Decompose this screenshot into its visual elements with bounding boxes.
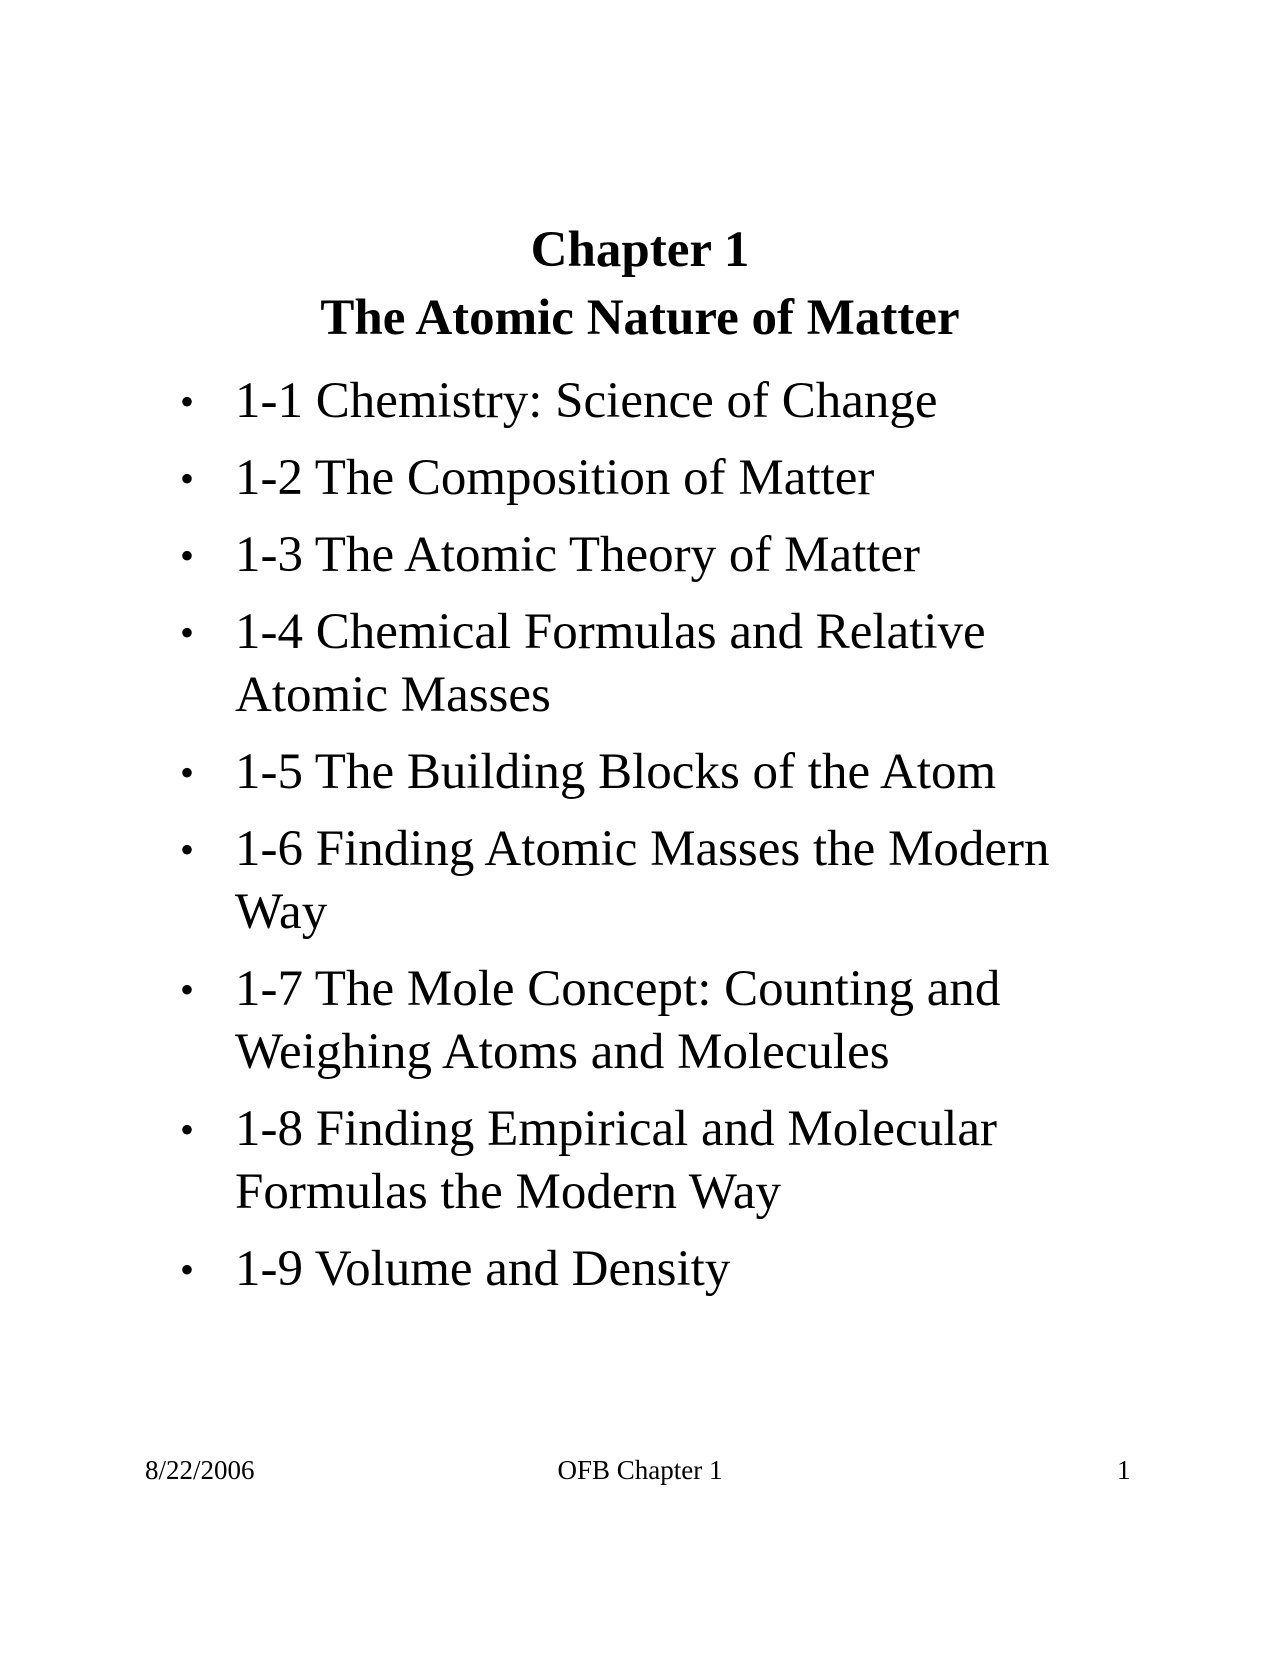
list-item: • 1-2 The Composition of Matter bbox=[0, 447, 1115, 510]
section-list bbox=[0, 370, 1280, 1315]
list-item: • 1-1 Chemistry: Science of Change bbox=[0, 370, 1115, 433]
bullet-icon: • bbox=[180, 610, 195, 655]
bullet-icon: • bbox=[180, 967, 195, 1012]
bullet-icon: • bbox=[180, 533, 195, 578]
bullet-icon: • bbox=[180, 379, 195, 424]
footer-title: OFB Chapter 1 bbox=[557, 1455, 723, 1485]
bullet-icon: • bbox=[180, 1107, 195, 1152]
list-item: • 1-4 Chemical Formulas and Relative Atomic Masses bbox=[0, 601, 1115, 727]
bullet-icon: • bbox=[180, 456, 195, 501]
footer-date: 8/22/2006 bbox=[145, 1455, 255, 1485]
list-item: • 1-6 Finding Atomic Masses the Modern Way bbox=[0, 818, 1115, 944]
page-number: 1 bbox=[1117, 1455, 1131, 1485]
list-item: • 1-8 Finding Empirical and Molecular Formulas the Modern Way bbox=[0, 1098, 1115, 1224]
bullet-icon: • bbox=[180, 1247, 195, 1292]
bullet-icon: • bbox=[180, 827, 195, 872]
list-item: • 1-3 The Atomic Theory of Matter bbox=[0, 524, 1115, 587]
list-item: • 1-5 The Building Blocks of the Atom bbox=[0, 741, 1115, 804]
list-item: • 1-9 Volume and Density bbox=[0, 1238, 1115, 1301]
list-item: • 1-7 The Mole Concept: Counting and Weighing Atoms and Molecules bbox=[0, 958, 1115, 1084]
chapter-heading: Chapter 1 bbox=[530, 222, 750, 278]
bullet-icon: • bbox=[180, 750, 195, 795]
chapter-title: The Atomic Nature of Matter bbox=[320, 290, 960, 346]
